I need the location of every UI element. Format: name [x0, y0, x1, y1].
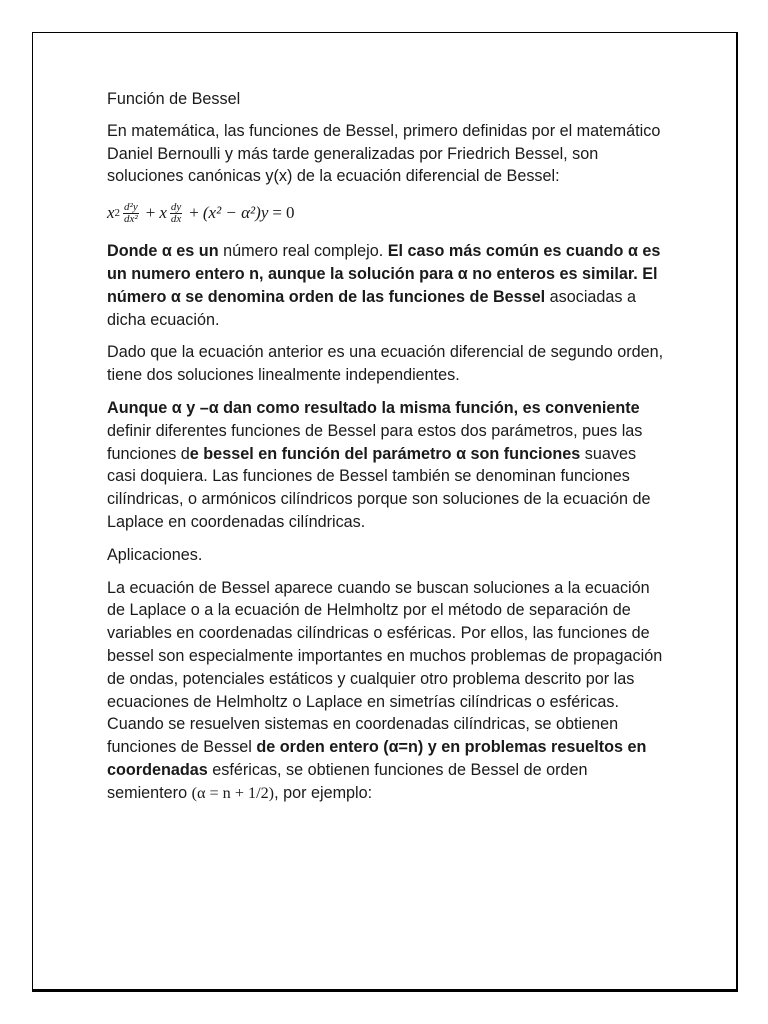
plain-text: suaves casi doquiera. Las funciones de Bessel también se denominan funciones cilíndricas, o armónicos cilíndricos porque son soluciones de la ecuación de Laplace en coordenadas cilíndricas. — [107, 444, 651, 531]
paragraph-solutions: Dado que la ecuación anterior es una ecuación diferencial de segundo orden, tiene dos soluciones linealmente independientes. — [107, 343, 664, 385]
plain-text: número real complejo. — [218, 242, 388, 261]
eq-plus-2: + — [189, 202, 199, 222]
bold-text: Donde α es un — [107, 242, 219, 261]
eq-second-derivative — [123, 202, 139, 225]
section-heading: Aplicaciones. — [107, 545, 203, 564]
bold-text: e bessel en función del parámetro α son funciones — [189, 444, 581, 463]
eq-dx: dx — [170, 212, 182, 225]
paragraph-functions — [107, 397, 667, 534]
plain-text: La ecuación de Bessel aparece cuando se buscan soluciones a la ecuación de Laplace o a la ecuación de Helmholtz por el método de separación de variables en coordenadas cilíndricas o esféricas. Por ellos, las funciones de bessel son especialmente importantes en muchos problemas de propagación de ondas, potenciales estáticos y cualquier otro problema descrito por las ecuaciones de Helmholtz o Laplace en simetrías cilíndricas o esféricas. Cuando se resuelven sistemas en coordenadas cilíndricas, se obtienen funciones de Bessel — [107, 578, 663, 757]
eq-x-2: x — [159, 202, 167, 222]
eq-dx2: dx² — [124, 212, 138, 225]
eq-paren-term: (x² − α²)y — [202, 202, 269, 222]
plain-text: asociadas a dicha ecuación. — [107, 287, 637, 329]
eq-equals: = — [272, 202, 282, 222]
document-title: Función de Bessel — [107, 90, 241, 108]
plain-text: , por ejemplo: — [274, 783, 373, 802]
inline-formula: (α = n + 1/2) — [191, 783, 275, 802]
bold-text: de orden entero (α=n) y en problemas resueltos en coordenadas — [107, 738, 647, 779]
eq-plus: + — [145, 202, 156, 222]
bold-text: Aunque α y –α dan como resultado la misma función, es conveniente — [107, 398, 640, 417]
plain-text: definir diferentes funciones de Bessel para estos dos parámetros, pues las funciones d — [107, 421, 643, 463]
paragraph-applications — [107, 577, 667, 805]
bessel-equation — [107, 198, 667, 228]
eq-x: x — [107, 202, 115, 222]
bold-text: El caso más común es cuando α es un numero entero n, aunque la solución para α no enteros es similar. El número α se denomina orden de las funciones de Bessel — [107, 242, 661, 306]
eq-square: 2 — [114, 206, 121, 219]
eq-zero: 0 — [285, 202, 295, 222]
eq-first-derivative — [170, 202, 182, 225]
document-body — [107, 88, 667, 815]
paragraph-order — [107, 240, 667, 331]
plain-text: esféricas, se obtienen funciones de Bessel de orden semientero — [107, 760, 588, 802]
eq-d2y: d²y — [124, 200, 138, 213]
paragraph-intro: En matemática, las funciones de Bessel, primero definidas por el matemático Daniel Bernoulli y más tarde generalizadas por Friedrich Bessel, son soluciones canónicas y(x) de la ecuación diferencial de Bessel: — [107, 121, 661, 186]
eq-dy: dy — [170, 200, 182, 213]
